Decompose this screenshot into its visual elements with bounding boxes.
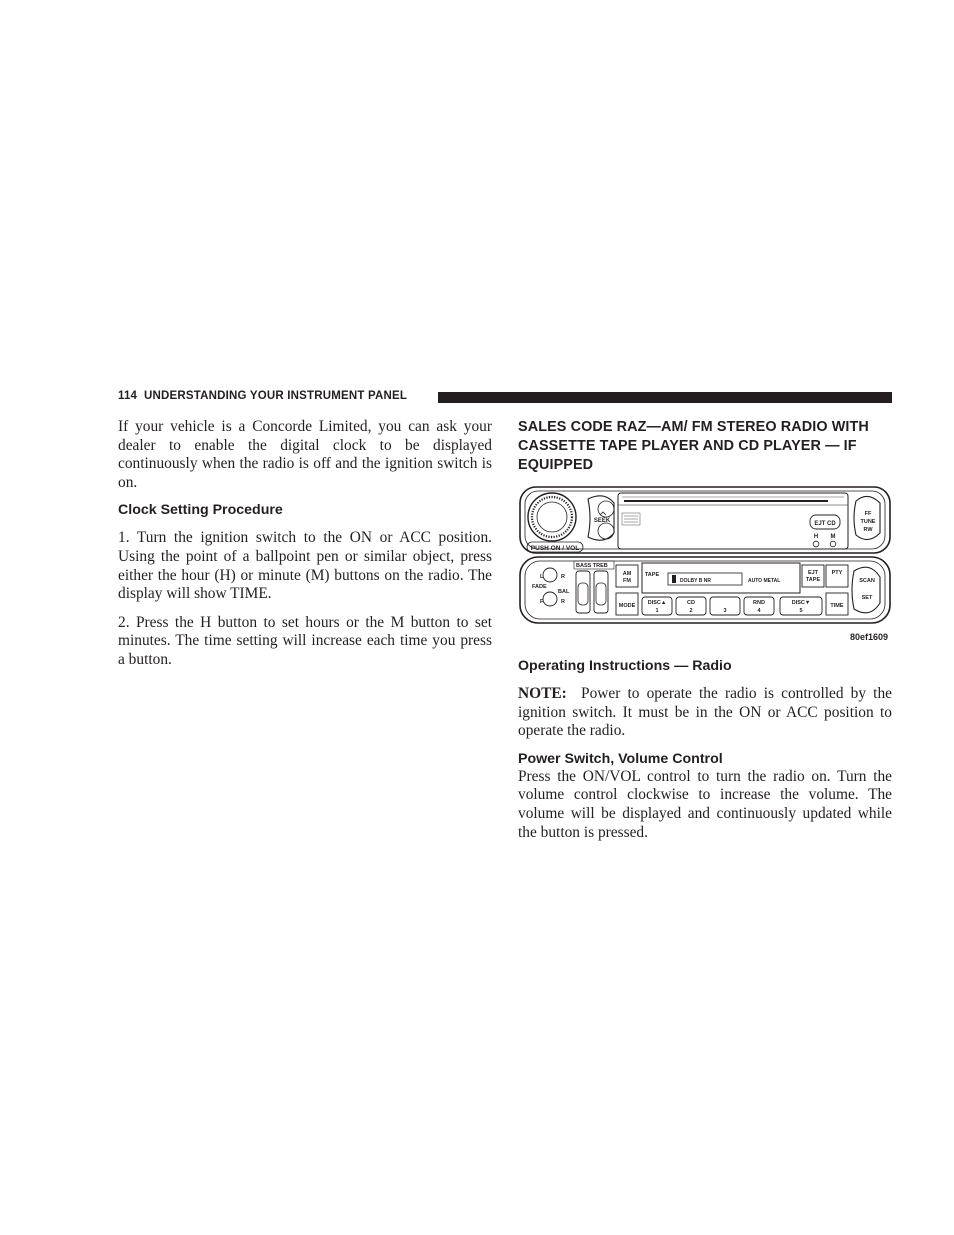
set-label: SET <box>861 595 873 601</box>
header-bar <box>438 392 892 403</box>
left-label: L <box>540 574 544 580</box>
operating-instructions-heading: Operating Instructions — Radio <box>518 658 732 674</box>
rw-label: RW <box>863 527 873 533</box>
rear-label: R <box>561 599 565 605</box>
bass-treb-label: BASS TREB <box>576 563 608 569</box>
seek-label: SEEK <box>593 518 611 524</box>
page-number: 114 <box>118 390 138 402</box>
right-label: R <box>561 574 565 580</box>
preset-3-label: 3 <box>723 608 727 614</box>
step-1-paragraph: 1. Turn the ignition switch to the ON or ACC position. Using the point of a ballpoint pen or similar object, press either the hour (H) or minute (M) buttons on the radio. The display will show TIME. <box>118 529 492 603</box>
right-column <box>518 418 892 842</box>
preset-4-label: 4 <box>757 608 761 614</box>
power-switch-heading: Power Switch, Volume Control <box>518 750 723 767</box>
am-label: AM <box>622 571 632 577</box>
cd-label: CD <box>687 600 695 606</box>
note-paragraph <box>518 685 892 741</box>
note-text: Power to operate the radio is controlled by the ignition switch. It must be in the ON or ACC position to operate the radio. <box>518 685 892 740</box>
rnd-label: RND <box>753 600 765 606</box>
disc-down-label: DISC▼ <box>791 600 811 606</box>
bal-label: BAL <box>558 589 570 595</box>
front-label: F <box>540 599 544 605</box>
preset-1-label: 1 <box>655 608 659 614</box>
page-header <box>118 389 892 405</box>
clock-setting-heading: Clock Setting Procedure <box>118 502 283 519</box>
ejt-cd-label: EJT CD <box>814 521 836 527</box>
section-title: UNDERSTANDING YOUR INSTRUMENT PANEL <box>143 390 408 402</box>
ejt-label: EJT <box>807 570 819 576</box>
pty-label: PTY <box>831 570 843 576</box>
push-on-vol-label: PUSH ON / VOL <box>530 545 580 552</box>
header-text <box>118 390 407 402</box>
step-2-paragraph: 2. Press the H button to set hours or the M button to set minutes. The time setting will increase each time you press a button. <box>118 613 492 668</box>
radio-figure <box>518 485 892 647</box>
tape-label: TAPE <box>644 572 660 578</box>
fm-label: FM <box>623 578 631 584</box>
tune-label: TUNE <box>860 519 876 525</box>
time-label: TIME <box>830 603 844 609</box>
hour-label: H <box>813 534 819 540</box>
scan-label: SCAN <box>859 578 875 584</box>
intro-paragraph: If your vehicle is a Concorde Limited, you can ask your dealer to enable the digital clock to be displayed continuously when the radio is off and the ignition switch is on. <box>118 418 492 491</box>
left-column <box>118 418 492 670</box>
radio-section-title: SALES CODE RAZ—AM/ FM STEREO RADIO WITH CASSETTE TAPE PLAYER AND CD PLAYER — IF EQUIPPED <box>518 419 869 473</box>
figure-id: 80ef1609 <box>849 632 888 643</box>
disc-up-label: DISC▲ <box>647 600 667 606</box>
ff-label: FF <box>864 511 872 517</box>
power-switch-paragraph: Press the ON/VOL control to turn the radio on. Turn the volume control clockwise to increase the volume. The volume will be displayed and continuously updated while the button is pressed. <box>518 767 892 841</box>
minute-label: M <box>830 534 836 540</box>
radio-illustration <box>518 485 892 647</box>
eject-tape-label: TAPE <box>805 577 821 583</box>
preset-5-label: 5 <box>799 608 803 614</box>
dolby-label: DOLBY B NR <box>680 578 712 584</box>
fade-label: FADE <box>532 584 547 590</box>
mode-label: MODE <box>618 603 636 609</box>
auto-metal-label: AUTO METAL <box>748 578 781 584</box>
note-label: NOTE: <box>518 685 567 702</box>
volume-knob <box>528 493 576 541</box>
preset-2-label: 2 <box>689 608 693 614</box>
